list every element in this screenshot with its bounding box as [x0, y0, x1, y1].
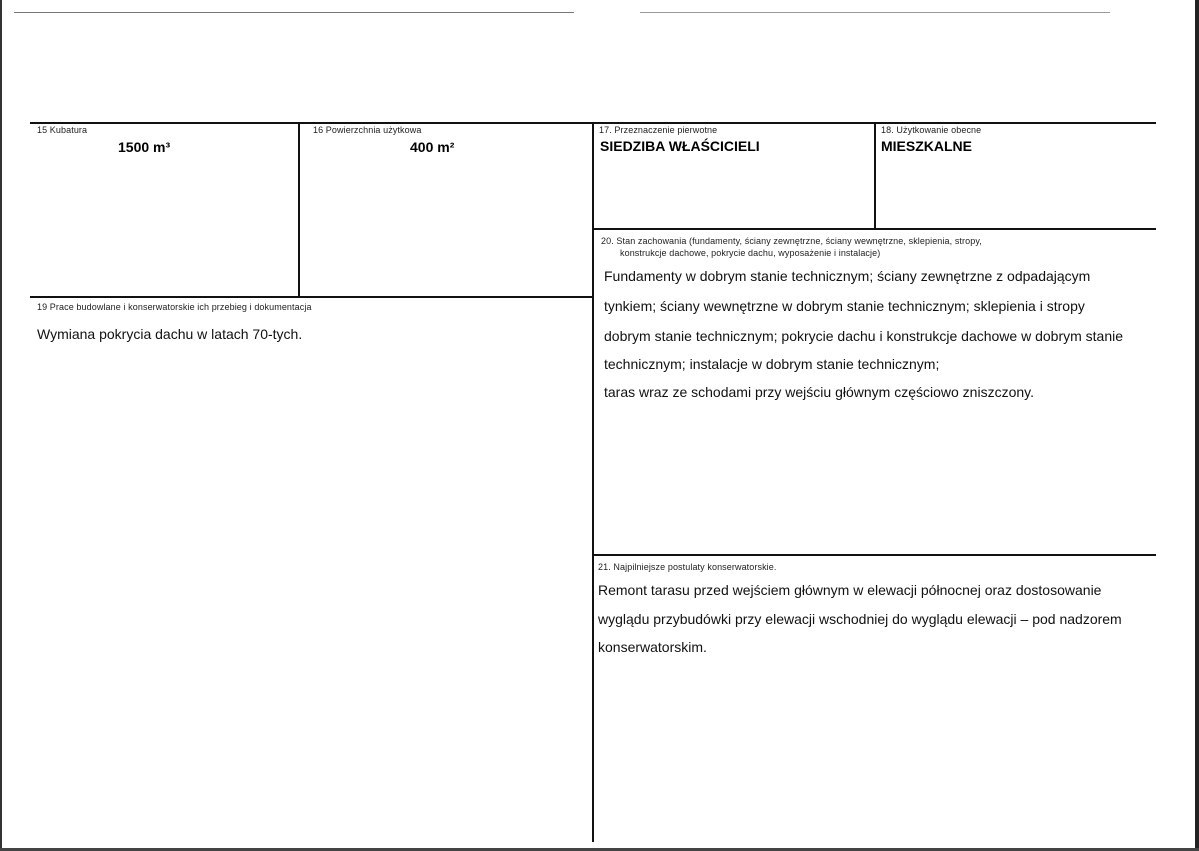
divider-15-16	[298, 122, 300, 296]
field-20-text-line: taras wraz ze schodami przy wejściu głównym częściowo zniszczony.	[604, 384, 1034, 400]
divider-row-20	[594, 228, 1156, 230]
field-21-text-line: wyglądu przybudówki przy elewacji wschodniej do wyglądu elewacji – pod nadzorem	[598, 611, 1122, 627]
field-15-label: 15 Kubatura	[37, 125, 88, 135]
scan-edge-right	[1195, 0, 1199, 851]
field-18-label: 18. Użytkowanie obecne	[881, 125, 982, 135]
field-20-label-line: konstrukcje dachowe, pokrycie dachu, wyposażenie i instalacje)	[620, 248, 881, 258]
divider-center	[592, 122, 594, 842]
field-21-text-line: konserwatorskim.	[598, 639, 707, 655]
field-21-label: 21. Najpilniejsze postulaty konserwatorskie.	[598, 562, 777, 572]
field-20-text-line: tynkiem; ściany wewnętrzne w dobrym stanie technicznym; sklepienia i stropy	[604, 298, 1085, 314]
scan-artifact-line	[14, 12, 574, 13]
field-17-value: SIEDZIBA WŁAŚCICIELI	[600, 138, 760, 154]
field-20-label-line: 20. Stan zachowania (fundamenty, ściany zewnętrzne, ściany wewnętrzne, sklepienia, stropy,	[601, 236, 982, 246]
divider-17-18	[874, 122, 876, 228]
field-18-value: MIESZKALNE	[881, 138, 972, 154]
scan-edge-left	[0, 0, 2, 851]
field-20-text-line: technicznym; instalacje w dobrym stanie technicznym;	[604, 356, 940, 372]
field-17-label: 17. Przeznaczenie pierwotne	[599, 125, 718, 135]
field-16-value: 400 m²	[410, 139, 455, 155]
divider-row-21	[594, 554, 1156, 556]
scan-artifact-line	[640, 12, 1110, 13]
field-19-text: Wymiana pokrycia dachu w latach 70-tych.	[37, 326, 303, 342]
field-16-label: 16 Powierzchnia użytkowa	[313, 125, 422, 135]
divider-row-19	[30, 296, 594, 298]
field-20-text-line: Fundamenty w dobrym stanie technicznym; ściany zewnętrzne z odpadającym	[604, 268, 1091, 284]
field-19-label: 19 Prace budowlane i konserwatorskie ich przebieg i dokumentacja	[37, 302, 312, 312]
field-15-value: 1500 m³	[118, 139, 171, 155]
field-20-text-line: dobrym stanie technicznym; pokrycie dachu i konstrukcje dachowe w dobrym stanie	[604, 328, 1124, 344]
field-21-text-line: Remont tarasu przed wejściem głównym w elewacji północnej oraz dostosowanie	[598, 582, 1102, 598]
